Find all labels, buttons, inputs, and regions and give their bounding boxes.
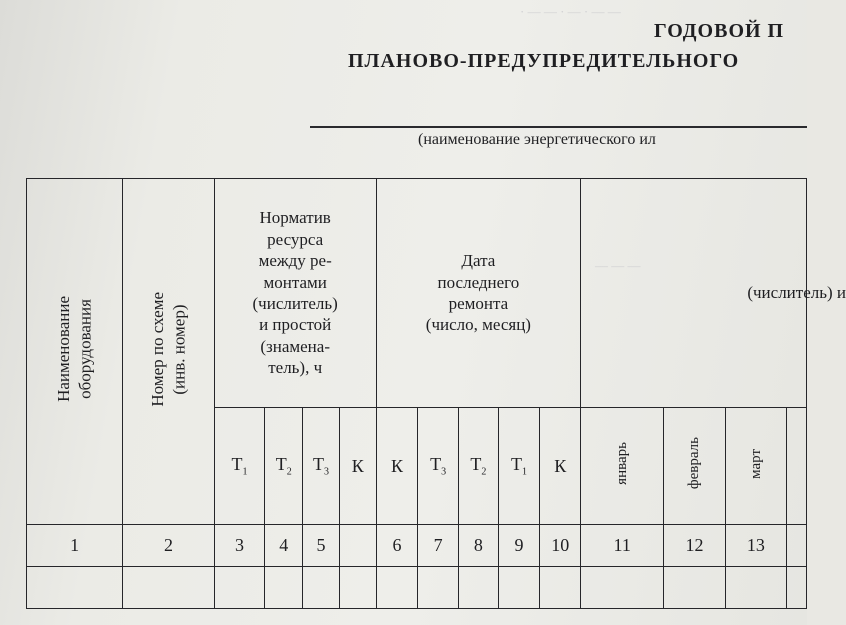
column-number: 4	[265, 525, 303, 567]
column-number: 7	[418, 525, 459, 567]
header-norm-resource	[214, 179, 376, 408]
caption-underline	[310, 126, 807, 128]
header-schedule	[581, 179, 846, 408]
empty-cell	[376, 567, 418, 609]
subheader-repair-t2: $Т_2$	[458, 408, 498, 525]
column-number	[787, 525, 807, 567]
empty-cell	[418, 567, 459, 609]
month-february: февраль	[664, 408, 725, 525]
empty-cell	[303, 567, 340, 609]
header-schedule-text: (числитель) и	[747, 283, 846, 303]
column-number: 2	[123, 525, 214, 567]
subheader-norm-k: К	[339, 408, 376, 525]
document-title-line1: ГОДОВОЙ П	[654, 20, 785, 42]
empty-cell	[725, 567, 786, 609]
header-equipment-name-text: Наименование оборудования	[54, 296, 95, 402]
subheader-repair-k: К	[376, 408, 418, 525]
header-scheme-number	[123, 179, 214, 525]
blank-data-row	[27, 567, 807, 609]
empty-cell	[498, 567, 540, 609]
column-number: 5	[303, 525, 340, 567]
empty-cell	[540, 567, 581, 609]
subheader-repair-t1: $Т_1$	[498, 408, 540, 525]
header-last-repair-date	[376, 179, 580, 408]
month-january: январь	[581, 408, 664, 525]
empty-cell	[581, 567, 664, 609]
empty-cell	[339, 567, 376, 609]
header-last-repair-date-text: Дата последнего ремонта (число, месяц)	[425, 251, 531, 335]
column-number: 8	[458, 525, 498, 567]
column-number: 6	[376, 525, 418, 567]
column-numbers-row	[27, 525, 807, 567]
header-norm-resource-text: Норматив ресурса между ре- монтами (числитель) и простой (знамена- тель), ч	[252, 208, 338, 378]
month-next	[787, 408, 807, 525]
subheader-norm-t3: $Т_3$	[303, 408, 340, 525]
column-number: 3	[214, 525, 265, 567]
subheader-norm-t1: $Т_1$	[214, 408, 265, 525]
empty-cell	[123, 567, 214, 609]
bleed-through-text: · — — · — · — —	[520, 4, 621, 19]
empty-cell	[787, 567, 807, 609]
column-number: 9	[498, 525, 540, 567]
column-number: 12	[664, 525, 725, 567]
header-scheme-number-text: Номер по схеме (инв. номер)	[148, 291, 189, 407]
bleed-through-text: — — —	[595, 258, 641, 273]
subheader-repair-k2: К	[540, 408, 581, 525]
column-number: 10	[540, 525, 581, 567]
empty-cell	[664, 567, 725, 609]
column-number: 1	[27, 525, 123, 567]
empty-cell	[27, 567, 123, 609]
enterprise-caption: (наименование энергетического ил	[418, 131, 656, 148]
empty-cell	[265, 567, 303, 609]
column-number: 11	[581, 525, 664, 567]
column-number: 13	[725, 525, 786, 567]
subheader-norm-t2: $Т_2$	[265, 408, 303, 525]
header-equipment-name	[27, 179, 123, 525]
subheader-repair-t3: $Т_3$	[418, 408, 459, 525]
empty-cell	[214, 567, 265, 609]
repair-plan-table	[26, 178, 846, 609]
empty-cell	[458, 567, 498, 609]
document-title-line2: ПЛАНОВО-ПРЕДУПРЕДИТЕЛЬНОГО	[348, 50, 740, 72]
month-march: март	[725, 408, 786, 525]
column-number	[339, 525, 376, 567]
